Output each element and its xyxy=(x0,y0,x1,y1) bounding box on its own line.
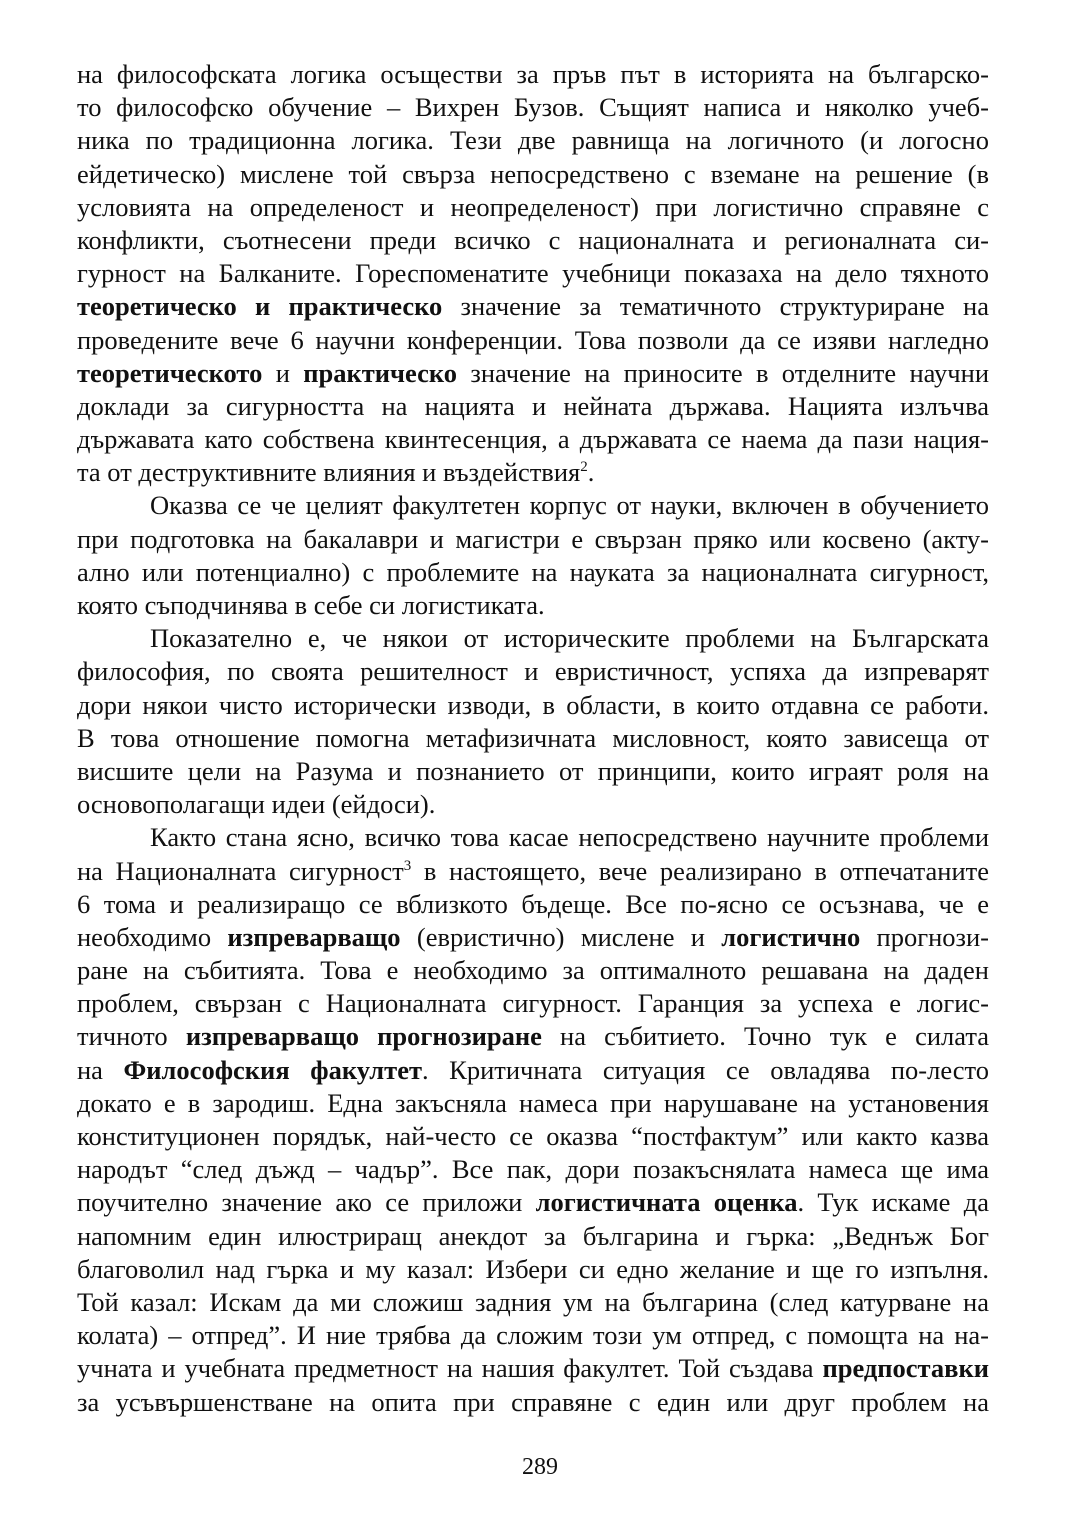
text-line: конституционен порядък, най-често се оказва “постфактум” или както казва xyxy=(77,1121,989,1151)
bold-term: предпоставки xyxy=(822,1353,989,1384)
text-line: та от деструктивните влияния и въздействия$^2$. xyxy=(77,457,595,488)
text-line: при подготовка на бакалаври и магистри е свързан пряко или косвено (акту- xyxy=(77,523,989,554)
text-line: теоретическото и практическо значение на приносите в отделните научни xyxy=(77,357,989,388)
bold-term: логистично xyxy=(721,921,861,952)
text-line: държавата като собствена квинтесенция, а държавата се наема да пази нация- xyxy=(77,424,989,455)
paragraph xyxy=(77,622,989,821)
text-line: за усъвършенстване на опита при справяне с един или друг проблем на xyxy=(77,1386,989,1417)
text-line: 6 тома и реализиращо се вблизкото бъдеще. Все по-ясно се осъзнава, че е xyxy=(77,888,989,919)
page-number: 289 xyxy=(522,1454,558,1480)
bold-term: практическо xyxy=(303,357,458,388)
text-line: на философската логика осъществи за пръв път в историята на българско- xyxy=(77,59,989,89)
text-line: проведените вече 6 научни конференции. Това позволи да се изяви нагледно xyxy=(77,324,989,355)
bold-term: теоретическо и практическо xyxy=(77,291,443,322)
paragraph xyxy=(77,58,989,489)
text-line: теоретическо и практическо значение за тематичното структуриране на xyxy=(77,291,989,322)
text-line: философия, по своята решителност и евристичност, успяха да изпреварят xyxy=(77,656,989,687)
text-line: народът “след дъжд – чадър”. Все пак, дори позакъснялата намеса ще има xyxy=(77,1154,989,1185)
text-line: на Философския факултет. Критичната ситуация се овладява по-лесто xyxy=(77,1054,989,1085)
text-line: конфликти, съотнесени преди всичко с националната и регионалната си- xyxy=(77,224,989,255)
text-line: която съподчинява в себе си логистиката. xyxy=(77,590,545,620)
bold-term: изпреварващо xyxy=(227,921,401,952)
text-line: Той казал: Искам да ми сложиш задния ум на българина (след катурване на xyxy=(77,1286,989,1317)
text-line: ника по традиционна логика. Тези две равнища на логичното (и логосно xyxy=(77,125,989,156)
footnote-ref-3[interactable]: 3 xyxy=(403,857,412,874)
text-line: Показателно е, че някои от историческите проблеми на Българската xyxy=(150,623,989,654)
text-line: ране на събитията. Това е необходимо за оптималното решавана на даден xyxy=(77,955,989,986)
text-line: ейдетическо) мислене той свърза непосредствено с вземане на решение (в xyxy=(77,158,989,189)
text-line: дори някои чисто исторически изводи, в области, в които отдавна се работи. xyxy=(77,689,989,720)
bold-term: логистичната оценка xyxy=(535,1187,798,1218)
text-line: напомним един илюстриращ анекдот за българина и гърка: „Веднъж Бог xyxy=(77,1220,989,1251)
text-line: благоволил над гърка и му казал: Избери си едно желание и ще го изпълня. xyxy=(77,1253,989,1284)
text-line: проблем, свързан с Националната сигурност. Гаранция за успеха е логис- xyxy=(77,988,989,1019)
text-line: Оказва се че целият факултетен корпус от науки, включен в обучението xyxy=(150,490,989,521)
text-line: тичното изпреварващо прогнозиране на събитието. Точно тук е силата xyxy=(77,1021,989,1052)
text-line: учната и учебната предметност на нашия факултет. Той създава предпоставки xyxy=(77,1353,989,1384)
text-line: Както стана ясно, всичко това касае непосредствено научните проблеми xyxy=(150,822,989,853)
text-line: гурност на Балканите. Гореспоменатите учебници показаха на дело тяхното xyxy=(77,258,989,289)
bold-term: Философския факултет xyxy=(123,1054,422,1085)
text-line: необходимо изпреварващо (евристично) мислене и логистично прогнози- xyxy=(77,921,989,952)
text-line: на Националната сигурност$^3$ в настоящето, вече реализирано в отпечатаните xyxy=(77,855,989,886)
text-line: ално или потенциално) с проблемите на науката за националната сигурност, xyxy=(77,556,989,587)
text-line: условията на определеност и неопределеност) при логистично справяне с xyxy=(77,191,989,222)
text-line: поучително значение ако се приложи логистичната оценка. Тук искаме да xyxy=(77,1187,989,1218)
paragraph xyxy=(77,489,989,622)
bold-term: изпреварващо прогнозиране xyxy=(185,1021,542,1052)
bold-term: теоретическото xyxy=(77,357,263,388)
footnote-ref-2[interactable]: 2 xyxy=(580,459,588,476)
text-line: основополагащи идеи (ейдоси). xyxy=(77,789,436,820)
text-line: доклади за сигурността на нацията и нейната държава. Нацията излъчва xyxy=(77,390,989,421)
body-text xyxy=(77,58,989,1419)
text-line: то философско обучение – Вихрен Бузов. Същият написа и няколко учеб- xyxy=(77,92,989,123)
text-line: колата) – отпред”. И ние трябва да сложим този ум отпред, с помощта на на- xyxy=(77,1320,989,1351)
text-line: докато е в зародиш. Една закъсняла намеса при нарушаване на установения xyxy=(77,1087,989,1118)
paragraph xyxy=(77,821,989,1418)
text-line: В това отношение помогна метафизичната мисловност, която зависеща от xyxy=(77,722,989,753)
text-line: висшите цели на Разума и познанието от принципи, които играят роля на xyxy=(77,755,989,786)
